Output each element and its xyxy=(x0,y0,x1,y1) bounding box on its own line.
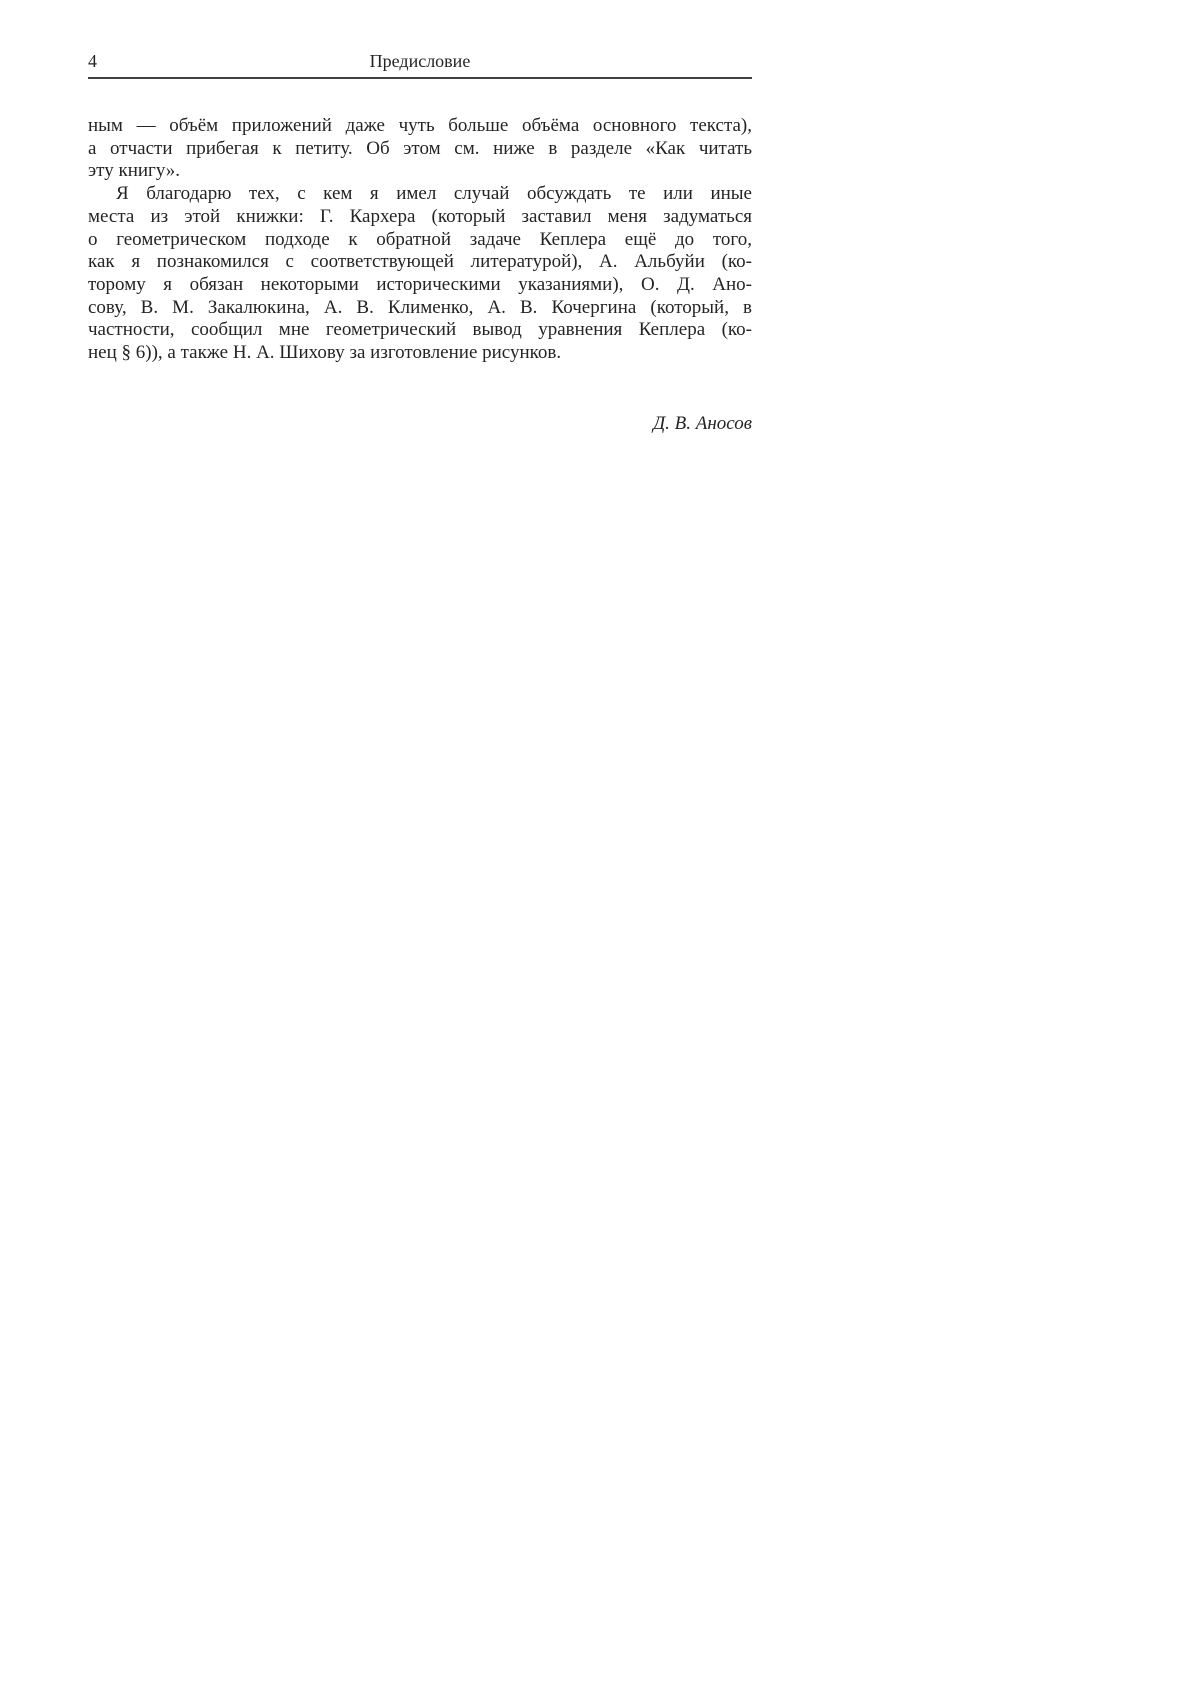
text-line: о геометрическом подходе к обратной задаче Кеплера ещё до того, xyxy=(88,228,752,250)
paragraph xyxy=(88,115,752,183)
paragraph xyxy=(88,183,752,365)
text-line: Я благодарю тех, с кем я имел случай обсуждать те или иные xyxy=(116,183,752,205)
running-header xyxy=(88,50,752,74)
author-signature: Д. В. Аносов xyxy=(653,413,752,434)
page-body xyxy=(88,115,752,365)
text-line: частности, сообщил мне геометрический вывод уравнения Кеплера (ко- xyxy=(88,319,752,341)
running-title: Предисловие xyxy=(369,51,471,71)
page-number: 4 xyxy=(88,51,97,71)
text-line: сову, В. М. Закалюкина, А. В. Клименко, А. В. Кочергина (который, в xyxy=(88,296,752,318)
text-line: как я познакомился с соответствующей литературой), А. Альбуйи (ко- xyxy=(88,251,752,273)
text-line: ным — объём приложений даже чуть больше объёма основного текста), xyxy=(88,115,752,136)
text-line: нец § 6)), а также Н. А. Шихову за изготовление рисунков. xyxy=(88,342,562,364)
text-line: эту книгу». xyxy=(88,160,181,182)
header-rule xyxy=(88,77,752,79)
text-line: а отчасти прибегая к петиту. Об этом см. ниже в разделе «Как читать xyxy=(88,137,752,159)
text-line: торому я обязан некоторыми историческими указаниями), О. Д. Ано- xyxy=(88,273,752,295)
text-line: места из этой книжки: Г. Кархера (который заставил меня задуматься xyxy=(88,205,752,227)
